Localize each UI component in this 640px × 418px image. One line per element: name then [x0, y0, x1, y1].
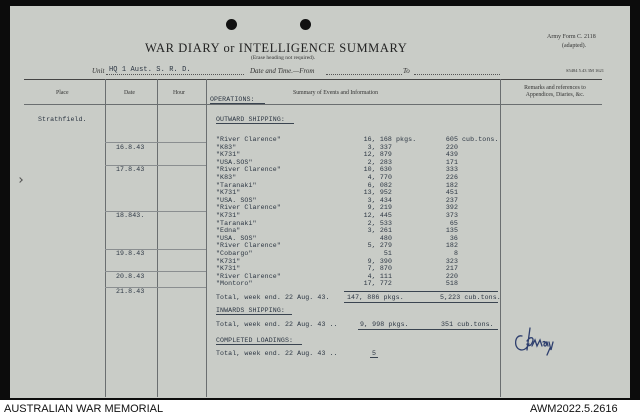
- date-time-label: Date and Time.—From: [250, 67, 315, 75]
- archive-footer: [0, 400, 640, 418]
- ship-name: "Taranaki": [216, 181, 257, 189]
- inwards-total-tons: 351 cub.tons.: [441, 321, 494, 328]
- to-label: To: [403, 67, 410, 75]
- ship-pkgs: 6, 082: [367, 181, 392, 189]
- ship-pkgs: 2, 533: [367, 219, 392, 227]
- to-dotted-line: [414, 74, 500, 75]
- ship-tons: 8: [453, 250, 458, 257]
- total-rule-bottom: [344, 302, 498, 303]
- ship-name: "K731": [216, 257, 241, 265]
- ship-pkgs: 51: [383, 250, 392, 257]
- date-row-rule: [105, 211, 206, 212]
- ship-pkgs: 3, 337: [367, 143, 392, 151]
- ship-pkgs: 12, 445: [363, 212, 392, 219]
- ship-tons: 217: [445, 265, 458, 273]
- outward-total-tons: 5,223 cub.tons.: [440, 294, 501, 301]
- punch-hole-right: [300, 19, 311, 30]
- ship-name: "K731": [216, 189, 241, 197]
- ship-tons: 439: [445, 151, 458, 159]
- entry-date: 19.8.43: [116, 250, 145, 257]
- col-header-place: Place: [56, 90, 69, 96]
- outward-shipping-heading: OUTWARD SHIPPING:: [216, 116, 285, 123]
- entry-date: 16.8.43: [116, 143, 145, 151]
- first-row-unit: cub.tons.: [462, 136, 499, 143]
- ship-pkgs: 4, 770: [367, 174, 392, 181]
- inwards-total-pkgs: 9, 998 pkgs.: [360, 321, 409, 328]
- ship-tons: 373: [445, 212, 458, 219]
- from-dotted-line: [326, 74, 402, 75]
- ship-name: "River Clarence": [216, 242, 281, 250]
- first-row-pkgs-suffix: pkgs.: [396, 136, 417, 143]
- entry-date: 20.8.43: [116, 272, 145, 280]
- punch-hole-left: [226, 19, 237, 30]
- entry-date: 21.8.43: [116, 288, 145, 295]
- ship-pkgs: 13, 952: [363, 189, 392, 197]
- col-divider-place: [105, 79, 106, 397]
- total-rule-top: [344, 291, 498, 292]
- ship-name: "USA. SOS": [216, 234, 257, 242]
- ship-tons: 171: [445, 158, 458, 166]
- ship-pkgs: 16, 168: [363, 136, 392, 143]
- ship-name: "K731": [216, 265, 241, 273]
- date-row-rule: [105, 165, 206, 166]
- operations-heading: OPERATIONS:: [210, 96, 255, 103]
- ship-tons: 220: [445, 143, 458, 151]
- ship-name: "K731": [216, 212, 241, 219]
- ship-pkgs: 4, 111: [367, 272, 392, 280]
- ship-name: "Edna": [216, 227, 241, 235]
- footer-accession-number: AWM2022.5.2616: [530, 403, 618, 415]
- ship-tons: 392: [445, 204, 458, 212]
- army-form-adapted: (adapted).: [562, 43, 587, 49]
- ship-pkgs: 10, 630: [363, 166, 392, 174]
- inwards-total-rule: [358, 329, 498, 330]
- ship-pkgs: 9, 219: [367, 204, 392, 212]
- ship-pkgs: 480: [379, 234, 392, 242]
- ship-name: "K731": [216, 151, 241, 159]
- print-code: S5484 5.43 3M 1621: [566, 68, 605, 73]
- army-form-number: Army Form C. 2118: [547, 34, 596, 40]
- ship-name: "River Clarence": [216, 272, 281, 280]
- ship-name: "Cobargo": [216, 250, 253, 257]
- ship-name: "USA.SOS": [216, 158, 253, 166]
- col-divider-summary: [500, 79, 501, 397]
- date-row-rule: [105, 249, 206, 250]
- ship-name: "K83": [216, 143, 237, 151]
- place-value: Strathfield.: [38, 116, 87, 123]
- war-diary-page: [10, 6, 630, 398]
- unit-value: HQ 1 Aust. S. R. D.: [109, 66, 191, 74]
- completed-underline: [216, 344, 302, 345]
- ship-pkgs: 5, 279: [367, 242, 392, 250]
- ship-pkgs: 9, 390: [367, 257, 392, 265]
- col-divider-date: [157, 79, 158, 397]
- ship-tons: 182: [445, 242, 458, 250]
- ship-name: "Taranaki": [216, 219, 257, 227]
- ship-pkgs: 2, 283: [367, 158, 392, 166]
- ship-tons: 182: [445, 181, 458, 189]
- outward-total-label: Total, week end. 22 Aug. 43.: [216, 294, 330, 301]
- ship-name: "River Clarence": [216, 204, 281, 212]
- ship-tons: 518: [445, 280, 458, 288]
- col-header-remarks: Remarks and references to Appendices, Diaries, &c.: [524, 85, 586, 98]
- completed-loadings-heading: COMPLETED LOADINGS:: [216, 337, 294, 344]
- col-header-hour: Hour: [173, 90, 185, 96]
- ship-tons: 226: [445, 174, 458, 181]
- date-row-rule: [105, 271, 206, 272]
- ship-tons: 605: [445, 136, 458, 143]
- unit-label: Unit: [92, 67, 105, 75]
- ship-name: "USA. SOS": [216, 196, 257, 204]
- ship-tons: 323: [445, 257, 458, 265]
- header-bottom-rule: [24, 104, 602, 105]
- col-divider-hour: [206, 79, 207, 397]
- ship-tons: 135: [445, 227, 458, 235]
- table-top-rule: [24, 79, 602, 80]
- ship-pkgs: 7, 870: [367, 265, 392, 273]
- margin-arrow-mark: [17, 177, 23, 183]
- footer-institution: AUSTRALIAN WAR MEMORIAL: [4, 403, 164, 415]
- date-row-rule: [105, 287, 206, 288]
- ship-tons: 65: [449, 219, 458, 227]
- outward-underline: [216, 123, 294, 124]
- entry-date: 18.843.: [116, 212, 145, 219]
- completed-total-value: 5: [372, 350, 377, 357]
- unit-dotted-line: [106, 74, 244, 75]
- completed-total-label: Total, week end. 22 Aug. 43 ..: [216, 350, 338, 357]
- ship-name: "River Clarence": [216, 166, 281, 174]
- outward-total-pkgs: 147, 886 pkgs.: [347, 294, 404, 301]
- entry-date: 17.8.43: [116, 166, 145, 174]
- ship-name: "Montoro": [216, 280, 253, 288]
- ship-name: "River Clarence": [216, 136, 281, 143]
- col-header-date: Date: [124, 90, 135, 96]
- ship-pkgs: 12, 879: [363, 151, 392, 159]
- ship-tons: 220: [445, 272, 458, 280]
- ship-pkgs: 3, 434: [367, 196, 392, 204]
- ship-tons: 36: [449, 234, 458, 242]
- inwards-underline: [216, 314, 292, 315]
- completed-total-rule: [370, 357, 378, 358]
- ship-name: "K83": [216, 174, 237, 181]
- date-row-rule: [105, 142, 206, 143]
- document-title: WAR DIARY or INTELLIGENCE SUMMARY: [145, 41, 408, 55]
- inwards-total-label: Total, week end. 22 Aug. 43 ..: [216, 321, 338, 328]
- ship-tons: 237: [445, 196, 458, 204]
- inwards-shipping-heading: INWARDS SHIPPING:: [216, 307, 285, 314]
- col-header-summary: Summary of Events and Information: [293, 90, 379, 96]
- ship-tons: 451: [445, 189, 458, 197]
- operations-underline: [210, 103, 265, 104]
- handwritten-signature: [510, 324, 562, 358]
- ship-pkgs: 3, 261: [367, 227, 392, 235]
- ship-pkgs: 17, 772: [363, 280, 392, 288]
- document-subtitle: (Erase heading not required).: [251, 55, 316, 61]
- ship-tons: 333: [445, 166, 458, 174]
